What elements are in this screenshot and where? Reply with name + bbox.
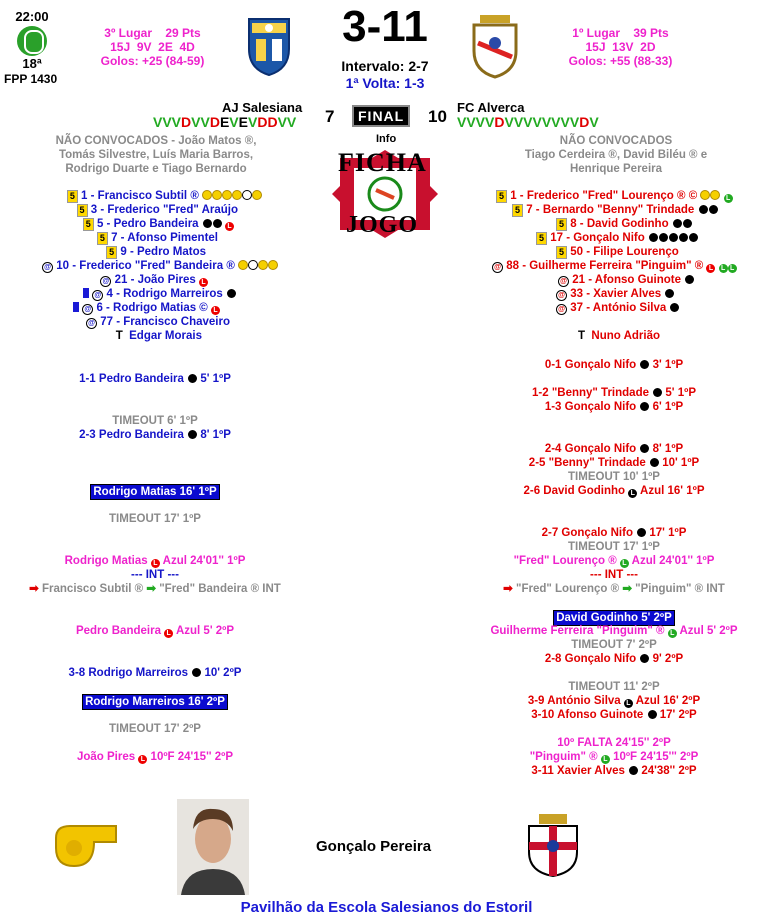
home-event-int: --- INT --- (131, 569, 179, 581)
final-score: 3-11 (342, 2, 428, 51)
away-player-21[interactable]: @ 21 - Afonso Guinote (470, 273, 773, 287)
away-event-card: "Fred" Lourenço ® L Azul 24'01'' 1ºP (513, 555, 715, 567)
match-status: FINAL (352, 105, 410, 127)
away-event-goal: 3-10 Afonso Guinote 17' 2ºP (531, 709, 697, 721)
away-event-goal: 2-6 David Godinho L Azul 16' 1ºP (523, 485, 705, 497)
match-time: 22:00 (15, 9, 49, 24)
home-points: 29 Pts (165, 26, 201, 40)
away-not-called-title: NÃO CONVOCADOS (559, 135, 673, 147)
away-not-called: Tiago Cerdeira ®, David Biléu ® e Henrique Pereira (524, 149, 708, 175)
referee-photo[interactable] (177, 799, 249, 895)
home-event-foul: João Pires L 10ºF 24'15'' 2ºP (76, 751, 234, 763)
whistle-icon (50, 818, 122, 874)
home-event-suspension: Rodrigo Marreiros 16' 2ºP (0, 694, 310, 708)
ficha-jogo-logo[interactable] (332, 146, 438, 242)
home-fouls: 7 (325, 107, 335, 126)
away-points: 39 Pts (633, 26, 669, 40)
fpp-code: FPP 1430 (4, 72, 58, 86)
association-crest-icon (525, 812, 581, 878)
ficha-label: FICHA (338, 148, 427, 177)
home-rank: 3º Lugar (104, 26, 153, 40)
away-crest-icon[interactable] (470, 13, 520, 79)
home-event-timeout: TIMEOUT 17' 1ºP (109, 513, 201, 525)
away-event-suspension: David Godinho 5' 2ºP (455, 610, 773, 624)
away-event-goal: 2-4 Gonçalo Nifo 8' 1ºP (544, 443, 684, 455)
home-event-goal: 2-3 Pedro Bandeira 8' 1ºP (79, 429, 231, 441)
venue-name[interactable]: Pavilhão da Escola Salesianos do Estoril (240, 899, 533, 916)
away-record: 15J 13V 2D (585, 40, 656, 54)
home-not-called: - João Matos ®, Tomás Silvestre, Luís Maria Barros, Rodrigo Duarte e Tiago Bernardo (58, 135, 257, 175)
away-fouls: 10 (428, 107, 447, 126)
home-player-77[interactable]: @ 77 - Francisco Chaveiro (0, 315, 292, 329)
info-link[interactable]: Info (376, 133, 397, 145)
home-player-10[interactable]: @ 10 - Frederico "Fred" Bandeira ® (0, 259, 292, 273)
away-player-1[interactable]: 5 1 - Frederico "Fred" Lourenço ® © L (470, 189, 773, 203)
away-player-7[interactable]: 5 7 - Bernardo "Benny" Trindade (470, 203, 773, 217)
away-event-goal: 3-11 Xavier Alves 24'38'' 2ºP (531, 765, 697, 777)
home-event-timeout: TIMEOUT 6' 1ºP (112, 415, 198, 427)
away-player-37[interactable]: @ 37 - António Silva (470, 301, 773, 315)
away-player-88[interactable]: @ 88 - Guilherme Ferreira "Pinguim" ® L L L (470, 259, 773, 273)
competition-logo-icon (17, 26, 47, 56)
home-event-sub: ➡ Francisco Subtil ® ➡ "Fred" Bandeira ® INT (29, 583, 281, 595)
home-player-3[interactable]: 5 3 - Frederico "Fred" Araújo (0, 203, 292, 217)
home-record: 15J 9V 2E 4D (110, 40, 195, 54)
home-crest-icon[interactable] (246, 15, 292, 77)
away-event-goal: 0-1 Gonçalo Nifo 3' 1ºP (544, 359, 684, 371)
away-event-timeout: TIMEOUT 7' 2ºP (571, 639, 657, 651)
home-event-goal: 1-1 Pedro Bandeira 5' 1ºP (79, 373, 231, 385)
home-event-suspension: Rodrigo Matias 16' 1ºP (0, 484, 310, 498)
away-event-goal: 2-8 Gonçalo Nifo 9' 2ºP (544, 653, 684, 665)
away-coach[interactable]: T Nuno Adrião (578, 330, 660, 342)
away-event-foul: "Pinguim" ® L 10ºF 24'15''' 2ºP (529, 751, 699, 763)
away-form: VVVVDVVVVVVVVDV (457, 114, 599, 130)
home-goals: Golos: +25 (84-59) (100, 54, 205, 68)
referee-name[interactable]: Gonçalo Pereira (316, 838, 432, 855)
away-rank: 1º Lugar (572, 26, 621, 40)
away-event-sub: ➡ "Fred" Lourenço ® ➡ "Pinguim" ® INT (503, 583, 725, 595)
home-event-card: Rodrigo Matias L Azul 24'01'' 1ºP (64, 555, 246, 567)
home-player-6[interactable]: @ 6 - Rodrigo Matias © L (0, 301, 292, 315)
jogo-label: JOGO (346, 212, 419, 238)
home-event-card: Pedro Bandeira L Azul 5' 2ºP (75, 625, 235, 637)
home-event-goal: 3-8 Rodrigo Marreiros 10' 2ºP (68, 667, 242, 679)
home-player-4[interactable]: @ 4 - Rodrigo Marreiros (0, 287, 292, 301)
away-player-8[interactable]: 5 8 - David Godinho (470, 217, 773, 231)
away-event-goal: 1-3 Gonçalo Nifo 6' 1ºP (544, 401, 684, 413)
away-goals: Golos: +55 (88-33) (568, 54, 673, 68)
away-event-int: --- INT --- (590, 569, 638, 581)
home-team-name[interactable]: AJ Salesiana (222, 100, 303, 115)
away-event-goal: 2-7 Gonçalo Nifo 17' 1ºP (541, 527, 687, 539)
home-player-21[interactable]: @ 21 - João Pires L (0, 273, 292, 287)
away-player-17[interactable]: 5 17 - Gonçalo Nifo (470, 231, 773, 245)
away-player-50[interactable]: 5 50 - Filipe Lourenço (470, 245, 773, 259)
away-event-foul-total: 10º FALTA 24'15'' 2ºP (557, 737, 671, 749)
away-event-timeout: TIMEOUT 11' 2ºP (568, 681, 660, 693)
home-event-timeout: TIMEOUT 17' 2ºP (109, 723, 201, 735)
first-leg-score: 1ª Volta: 1-3 (345, 75, 425, 91)
home-player-7[interactable]: 5 7 - Afonso Pimentel (0, 231, 292, 245)
away-event-goal: 3-9 António Silva L Azul 16' 2ºP (527, 695, 701, 707)
home-coach[interactable]: T Edgar Morais (115, 330, 202, 342)
away-event-card: Guilherme Ferreira "Pinguim" ® L Azul 5' 2ºP (490, 625, 738, 637)
home-not-called-title: NÃO CONVOCADOS (55, 135, 169, 147)
halftime-score: Intervalo: 2-7 (341, 58, 429, 74)
home-player-9[interactable]: 5 9 - Pedro Matos (0, 245, 292, 259)
round-number: 18ª (22, 56, 42, 71)
home-player-1[interactable]: 5 1 - Francisco Subtil ® (0, 189, 292, 203)
home-player-5[interactable]: 5 5 - Pedro Bandeira L (0, 217, 292, 231)
away-team-name[interactable]: FC Alverca (457, 100, 525, 115)
home-form: VVVDVVDEVEVDDVV (153, 114, 297, 130)
away-event-timeout: TIMEOUT 17' 1ºP (568, 541, 660, 553)
away-player-33[interactable]: @ 33 - Xavier Alves (470, 287, 773, 301)
away-event-timeout: TIMEOUT 10' 1ºP (568, 471, 660, 483)
away-event-goal: 1-2 "Benny" Trindade 5' 1ºP (532, 387, 696, 399)
away-event-goal: 2-5 "Benny" Trindade 10' 1ºP (528, 457, 700, 469)
